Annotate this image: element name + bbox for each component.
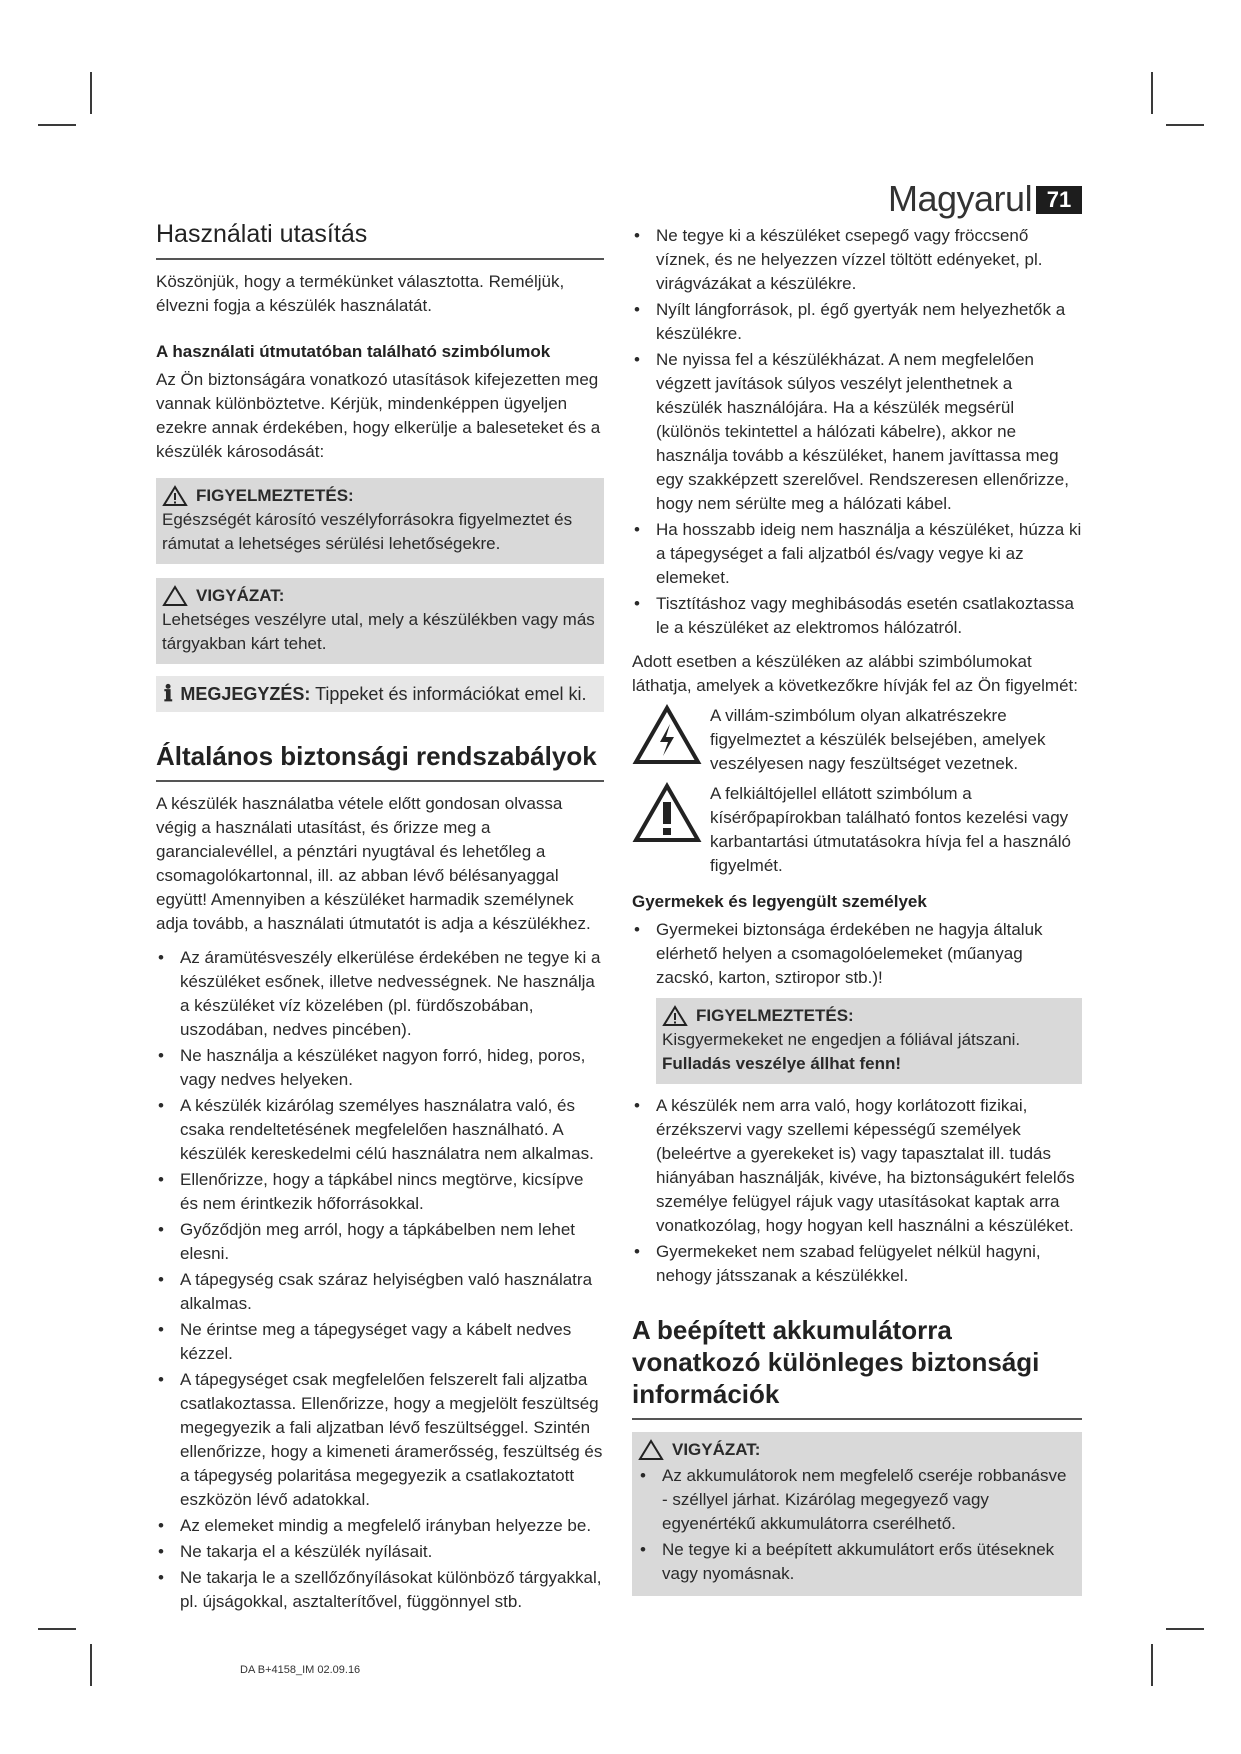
crop-mark (1151, 72, 1153, 114)
list-item: • A tápegység csak száraz helyiségben való használatra alkalmas. (158, 1270, 593, 1313)
list-item: • Az elemeket mindig a megfelelő irányban helyezze be. (158, 1516, 592, 1535)
caution-triangle-icon (162, 585, 188, 607)
lightning-text: A villám-szimbólum olyan alkatrészekre figyelmeztet a készülék belsejében, amelyek veszélyesen nagy feszültséget vezetnek. (710, 706, 1046, 773)
crop-mark (1166, 1628, 1204, 1630)
list-item: • Ne használja a készüléket nagyon forró, hideg, poros, vagy nedves helyeken. (158, 1046, 586, 1089)
warning-title: FIGYELMEZTETÉS: (196, 486, 354, 505)
children-list-continued (632, 1094, 1082, 1288)
child-warning-bold: Fulladás veszélye állhat fenn! (662, 1054, 902, 1073)
crop-mark (1166, 124, 1204, 126)
symbols-heading: A használati útmutatóban található szimbólumok (156, 342, 551, 361)
crop-mark (90, 1644, 92, 1686)
list-item: • Ne érintse meg a tápegységet vagy a kábelt nedves kézzel. (158, 1320, 572, 1363)
lightning-warning-icon (632, 704, 702, 766)
caution-text: Lehetséges veszélyre utal, mely a készülékben vagy más tárgyakban kárt tehet. (162, 610, 595, 653)
battery-title: A beépített akkumulátorra vonatkozó különleges biztonsági információk (632, 1314, 1082, 1420)
list-item: • Az áramütésveszély elkerülése érdekében ne tegye ki a készüléket esőnek, illetve nedvességnek. Ne használja a készüléket víz közelében (pl. fürdőszobában, uszodában, nedves pincében). (158, 948, 601, 1039)
caution-box (156, 578, 604, 664)
list-item: • Az akkumulátorok nem megfelelő cseréje robbanásve - széllyel járhat. Kizárólag megegyező vagy egyenértékű akkumulátorra cserélhető. (640, 1466, 1067, 1533)
list-item: • Gyermekei biztonsága érdekében ne hagyja általuk elérhető helyen a csomagolóelemeket (műanyag zacskó, karton, sztiropor stb.)! (634, 920, 1043, 987)
exclamation-symbol-row (632, 782, 1082, 878)
battery-caution-title: VIGYÁZAT: (672, 1440, 761, 1459)
list-item: • Ne takarja el a készülék nyílásait. (158, 1542, 433, 1561)
child-warning-box (656, 998, 1082, 1084)
safety-list-continued (632, 224, 1082, 640)
safety-title: Általános biztonsági rendszabályok (156, 740, 604, 782)
list-item: • Gyermekeket nem szabad felügyelet nélkül hagyni, nehogy játsszanak a készülékkel. (634, 1242, 1041, 1285)
child-warning-title: FIGYELMEZTETÉS: (696, 1006, 854, 1025)
note-title: MEGJEGYZÉS: (180, 684, 311, 704)
child-warning-text: Kisgyermekeket ne engedjen a fóliával játszani. (662, 1030, 1021, 1049)
note-box (156, 676, 604, 712)
list-item: • Tisztításhoz vagy meghibásodás esetén csatlakoztassa le a készüléket az elektromos hálózatról. (634, 594, 1074, 637)
exclamation-warning-icon (632, 782, 702, 844)
intro-text: Köszönjük, hogy a termékünket választotta. Reméljük, élvezni fogja a készülék használatát. (156, 272, 565, 315)
symbols-text: Az Ön biztonságára vonatkozó utasítások kifejezetten meg vannak különböztetve. Kérjük, mindenképpen ügyeljen ezekre annak érdekében, hogy elkerülje a baleseteket és a készülék károsodását: (156, 370, 601, 461)
children-list (632, 918, 1082, 990)
list-item: • A tápegységet csak megfelelően felszerelt fali aljzatba csatlakoztassa. Ellenőrizze, hogy a megjelölt feszültség megegyezik a fali aljzatban lévő feszültséggel. Szintén ellenőrizze, hogy a kimeneti áramerősség, feszültség és a tápegység polaritása megegyezik a csatlakoztatott eszközön lévő adatokkal. (158, 1370, 603, 1509)
list-item: • Ha hosszabb ideig nem használja a készüléket, húzza ki a tápegységet a fali aljzatból és/vagy vegye ki az elemeket. (634, 520, 1082, 587)
crop-mark (1151, 1644, 1153, 1686)
list-item: • Nyílt lángforrások, pl. égő gyertyák nem helyezhetők a készülékre. (634, 300, 1066, 343)
left-column (156, 218, 604, 1616)
warning-triangle-icon (662, 1005, 688, 1027)
list-item: • Ne nyissa fel a készülékházat. A nem megfelelően végzett javítások súlyos veszélyt jelenthetnek a készülék használójára. Ha a készülék megsérül (különös tekintettel a hálózati kábelre), akkor ne használja tovább a készüléket, hanem javíttassa meg egy szakképzett szerelővel. Rendszeresen ellenőrizze, hogy nem sérülte meg a hálózati kábel. (634, 350, 1069, 513)
list-item: • Ne takarja le a szellőzőnyílásokat különböző tárgyakkal, pl. újságokkal, asztalterítővel, függönnyel stb. (158, 1568, 602, 1611)
safety-list (156, 946, 604, 1614)
lightning-symbol-row (632, 704, 1082, 776)
list-item: • Győződjön meg arról, hogy a tápkábelben nem lehet elesni. (158, 1220, 576, 1263)
symbols-intro: Adott esetben a készüléken az alábbi szimbólumokat láthatja, amelyek a következőkre hívják fel az Ön figyelmét: (632, 652, 1078, 695)
caution-title: VIGYÁZAT: (196, 586, 285, 605)
page-number: 71 (1036, 186, 1082, 214)
list-item: • A készülék nem arra való, hogy korlátozott fizikai, érzékszervi vagy szellemi képességű személyek (beleértve a gyerekeket is) vagy tapasztalat ill. tudás hiányában használják, kivéve, ha biztonságukért felelős személye felügyel rájuk vagy utasításokat kaptak arra vonatkozólag, hogy hogyan kell használni a készüléket. (634, 1096, 1075, 1235)
warning-box (156, 478, 604, 564)
exclamation-text: A felkiáltójellel ellátott szimbólum a kísérőpapírokban található fontos kezelési vagy karbantartási útmutatásokra hívja fel a használó figyelmét. (710, 784, 1071, 875)
list-item: • Ne tegye ki a beépített akkumulátort erős ütéseknek vagy nyomásnak. (640, 1540, 1055, 1583)
safety-intro: A készülék használatba vétele előtt gondosan olvassa végig a használati utasítást, és őrizze meg a garancialevéllel, a pénztári nyugtával és lehetőleg a csomagolókartonnal, ill. az abban lévő bélésanyaggal együtt! Amennyiben a készüléket harmadik személynek adja tovább, a használati útmutatót is adja a készülékhez. (156, 794, 591, 933)
crop-mark (38, 124, 76, 126)
battery-caution-box (632, 1432, 1082, 1596)
caution-triangle-icon (638, 1439, 664, 1461)
list-item: • Ellenőrizze, hogy a tápkábel nincs megtörve, kicsípve és nem érintkezik hőforrásokkal. (158, 1170, 584, 1213)
warning-triangle-icon (162, 485, 188, 507)
battery-list (638, 1464, 1076, 1586)
crop-mark (90, 72, 92, 114)
warning-text: Egészségét károsító veszélyforrásokra figyelmeztet és rámutat a lehetséges sérülési lehetőségekre. (162, 510, 573, 553)
right-column (632, 224, 1082, 1596)
list-item: • Ne tegye ki a készüléket csepegő vagy fröccsenő víznek, és ne helyezzen vízzel töltött edényeket, pl. virágvázákat a készülékre. (634, 226, 1043, 293)
children-heading: Gyermekek és legyengült személyek (632, 892, 927, 911)
page-title: Használati utasítás (156, 218, 604, 260)
note-text: Tippeket és információkat emel ki. (315, 684, 587, 704)
info-icon: ℹ (164, 681, 173, 707)
list-item: • A készülék kizárólag személyes használatra való, és csaka rendeltetésének megfelelően használható. A készülék kereskedelmi célú használatra nem alkalmas. (158, 1096, 594, 1163)
page-language: Magyarul (888, 178, 1033, 219)
document-code: DA B+4158_IM 02.09.16 (240, 1664, 361, 1676)
crop-mark (38, 1628, 76, 1630)
